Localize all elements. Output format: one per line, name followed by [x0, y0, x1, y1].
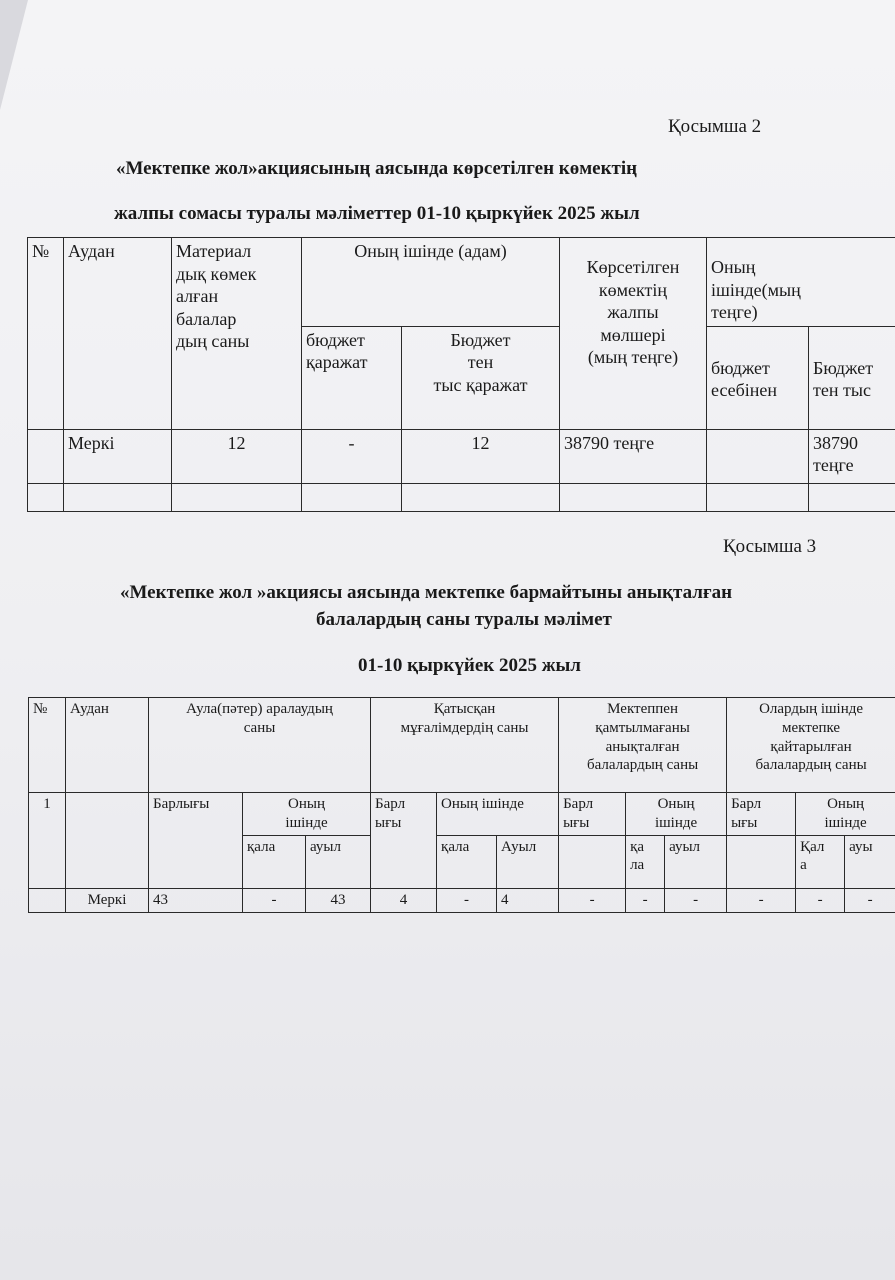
appendix-2-label: Қосымша 2 — [668, 116, 762, 137]
empty-cell — [28, 483, 64, 511]
cell-no — [28, 429, 64, 483]
empty-cell — [809, 483, 895, 511]
header-village: ауыл — [665, 835, 727, 888]
header-total: Барлығы — [149, 793, 243, 889]
cell-budget-money — [707, 429, 809, 483]
header-of-which: Оның ішінде — [626, 793, 727, 836]
non-attending-children-table — [28, 697, 895, 913]
appendix-3-title-line2: балалардың саны туралы мәлімет — [316, 609, 612, 630]
empty-cell — [66, 793, 149, 889]
header-nonbudget-money: Бюджет тен тыс — [809, 326, 895, 429]
header-of-which: Оның ішінде — [243, 793, 371, 836]
header-total-short: Барл ығы — [371, 793, 437, 889]
appendix-3-label: Қосымша 3 — [723, 536, 817, 557]
header-total-short: Барл ығы — [727, 793, 796, 836]
header-city: қала — [243, 835, 306, 888]
cell-teachers-total: 4 — [371, 888, 437, 912]
cell-returned-total: - — [727, 888, 796, 912]
appendix-2-title-line2: жалпы сомасы туралы мәліметтер 01-10 қыркүйек 2025 жыл — [114, 203, 640, 224]
appendix-3-title-line1: «Мектепке жол »акциясы аясында мектепке бармайтыны анықталған — [120, 582, 733, 603]
empty-cell — [707, 483, 809, 511]
cell-budget: - — [302, 429, 402, 483]
cell-visits-village: 43 — [306, 888, 371, 912]
header-of-which-people: Оның ішінде (адам) — [302, 238, 560, 327]
cell-notcovered-village: - — [665, 888, 727, 912]
empty-cell — [172, 483, 302, 511]
header-village: ауыл — [306, 835, 371, 888]
header-returned-children: Олардың ішінде мектепке қайтарылған балалардың саны — [727, 698, 895, 793]
header-teachers-count: Қатысқан мұғалімдердің саны — [371, 698, 559, 793]
cell-teachers-city: - — [437, 888, 497, 912]
district-name: Меркі — [68, 432, 115, 453]
header-district: Аудан — [66, 698, 149, 793]
header-budget-money: бюджет есебінен — [707, 326, 809, 429]
cell-total: 38790 теңге — [560, 429, 707, 483]
cell-visits-total: 43 — [149, 888, 243, 912]
header-not-covered-children: Мектеппен қамтылмағаны анықталған балалардың саны — [559, 698, 727, 793]
header-children-count: Материал дық көмек алған балалар дың саны — [172, 238, 302, 430]
header-city: қа ла — [626, 835, 665, 888]
header-village: ауы — [845, 835, 895, 888]
cell-district: Меркі — [66, 888, 149, 912]
empty-cell — [302, 483, 402, 511]
empty-cell — [560, 483, 707, 511]
cell-returned-city: - — [796, 888, 845, 912]
page-corner-shadow — [0, 0, 28, 110]
cell-children: 12 — [172, 429, 302, 483]
header-total-amount: Көрсетілген көмектің жалпы мөлшері (мың теңге) — [560, 238, 707, 430]
cell-row-no: 1 — [29, 793, 66, 889]
table-row — [28, 483, 895, 511]
header-city: Қал а — [796, 835, 845, 888]
header-of-which-inline: Оның ішінде — [437, 793, 559, 836]
cell-returned-village: - — [845, 888, 895, 912]
table-row — [28, 429, 895, 483]
appendix-3-title-line3: 01-10 қыркүйек 2025 жыл — [358, 655, 581, 676]
header-of-which: Оның ішінде — [796, 793, 895, 836]
appendix-2-title-line1: «Мектепке жол»акциясының аясында көрсетілген көмектің — [116, 158, 638, 179]
header-total-short: Барл ығы — [559, 793, 626, 836]
empty-cell — [64, 483, 172, 511]
header-no: № — [28, 238, 64, 430]
aid-summary-table — [27, 237, 895, 512]
cell-notcovered-total: - — [559, 888, 626, 912]
empty-cell — [29, 888, 66, 912]
header-village: Ауыл — [497, 835, 559, 888]
header-city: қала — [437, 835, 497, 888]
header-district: Аудан — [64, 238, 172, 430]
header-of-which-money: Оның ішінде(мың теңге) — [707, 238, 895, 327]
cell-nonbudget: 12 — [402, 429, 560, 483]
cell-visits-city: - — [243, 888, 306, 912]
header-visits-count: Аула(пәтер) аралаудың саны — [149, 698, 371, 793]
header-budget: бюджет қаражат — [302, 326, 402, 429]
cell-nonbudget-money: 38790 теңге — [809, 429, 895, 483]
cell-teachers-village: 4 — [497, 888, 559, 912]
cell-notcovered-city: - — [626, 888, 665, 912]
header-nonbudget: Бюджет тен тыс қаражат — [402, 326, 560, 429]
cell-district — [64, 429, 172, 483]
empty-cell — [727, 835, 796, 888]
empty-cell — [559, 835, 626, 888]
table-row — [29, 888, 895, 912]
empty-cell — [402, 483, 560, 511]
header-no: № — [29, 698, 66, 793]
